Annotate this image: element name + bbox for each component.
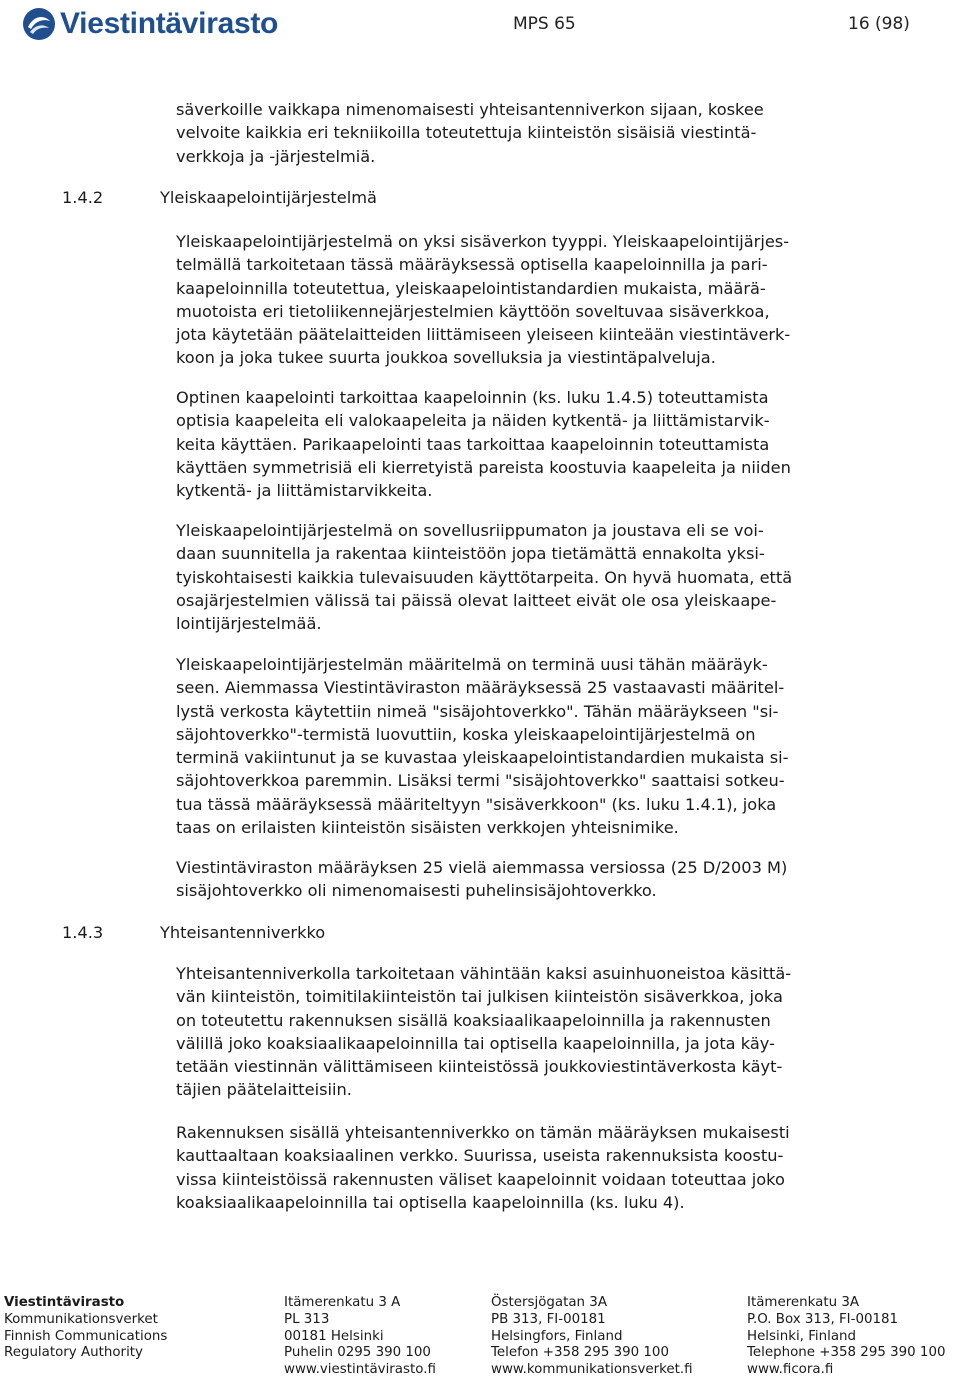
footer-link[interactable]: www.ficora.fi [747, 1362, 834, 1378]
paragraph [176, 98, 906, 168]
footer-line: Kommunikationsverket [4, 1311, 158, 1327]
text-line: Rakennuksen sisällä yhteisantenniverkko on tämän määräyksen mukaisesti [176, 1123, 790, 1142]
section-title: Yleiskaapelointijärjestelmä [160, 188, 377, 207]
paragraph [176, 230, 906, 370]
section-number: 1.4.3 [62, 923, 104, 942]
section-number: 1.4.2 [62, 188, 104, 207]
footer-line: Helsingfors, Finland [491, 1328, 623, 1344]
document-id: MPS 65 [513, 14, 576, 34]
section-body-1-4-2-p4 [176, 653, 906, 839]
section-body-1-4-3 [176, 962, 906, 1102]
page-number: 16 (98) [848, 14, 910, 34]
footer-line: PL 313 [284, 1311, 330, 1327]
paragraph [176, 653, 906, 839]
text-line: säjohtoverkko"-termistä luovuttiin, koska yleiskaapelointijärjestelmä on [176, 724, 756, 744]
paragraph [176, 1121, 906, 1214]
text-line: lystä verkosta käytettiin nimeä "sisäjohtoverkko". Tähän määräykseen "si- [176, 701, 779, 721]
text-line: jota käytetään päätelaitteiden liittämiseen yleiseen kiinteään viestintäverk- [176, 325, 791, 345]
footer-line: Puhelin 0295 390 100 [284, 1345, 431, 1361]
footer-line: Regulatory Authority [4, 1345, 143, 1361]
text-line: tyiskohtaisesti kaikkia tulevaisuuden käyttötarpeita. On hyvä huomata, että [176, 567, 793, 587]
text-line: vän kiinteistön, toimitilakiinteistön tai julkisen kiinteistön sisäverkkoa, joka [176, 987, 783, 1007]
section-body-1-4-2-p3 [176, 519, 906, 635]
text-line: Optinen kaapelointi tarkoittaa kaapeloinnin (ks. luku 1.4.5) toteuttamista [176, 388, 769, 407]
text-line: Yleiskaapelointijärjestelmän määritelmä on terminä uusi tähän määräyk- [176, 655, 768, 674]
text-line: säverkoille vaikkapa nimenomaisesti yhteisantenniverkon sijaan, koskee [176, 100, 764, 119]
logo-emblem-icon [22, 7, 56, 41]
footer-line: Itämerenkatu 3A [747, 1295, 860, 1310]
footer-link[interactable]: www.viestintävirasto.fi [284, 1362, 436, 1378]
footer-line: Telephone +358 295 390 100 [747, 1345, 946, 1361]
text-line: telmällä tarkoitetaan tässä määräyksessä optisella kaapeloinnilla ja pari- [176, 255, 768, 275]
section-body-1-4-2 [176, 230, 906, 370]
footer-line: Itämerenkatu 3 A [284, 1295, 401, 1310]
text-line: Yleiskaapelointijärjestelmä on sovellusriippumaton ja joustava eli se voi- [176, 521, 764, 540]
text-line: kaapeloinnilla toteutettua, yleiskaapelointistandardien mukaista, määrä- [176, 278, 766, 298]
paragraph [176, 386, 906, 502]
footer-line: PB 313, FI-00181 [491, 1311, 606, 1327]
text-line: tua tässä määräyksessä määriteltyyn "sisäverkkoon" (ks. luku 1.4.1), joka [176, 794, 777, 814]
text-line: kauttaaltaan koaksiaalinen verkko. Suurissa, useista rakennuksista koostu- [176, 1146, 784, 1166]
text-line: säjohtoverkkoa paremmin. Lisäksi termi "sisäjohtoverkko" saattaisi sotkeu- [176, 771, 785, 791]
text-line: lointijärjestelmää. [176, 614, 322, 634]
footer-line: Telefon +358 295 390 100 [491, 1345, 669, 1361]
text-line: välillä joko koaksiaalikaapeloinnilla tai optisella kaapeloinnilla, ja jota käy- [176, 1033, 775, 1053]
section-title: Yhteisantenniverkko [160, 923, 326, 942]
section-body-1-4-2-p5 [176, 856, 906, 903]
text-line: keita käyttäen. Parikaapelointi taas tarkoittaa kaapeloinnin toteuttamista [176, 434, 770, 454]
footer-agency-name: Viestintävirasto [4, 1295, 125, 1310]
paragraph [176, 856, 906, 903]
text-line: osajärjestelmien välissä tai päissä olevat laitteet eivät ole osa yleiskaape- [176, 590, 777, 610]
text-line: koon ja joka tukee suurta joukkoa sovelluksia ja viestintäpalveluja. [176, 348, 716, 368]
footer-column-swedish [491, 1295, 693, 1379]
section-body-1-4-3-p2 [176, 1121, 906, 1214]
text-line: tetään viestinnän välittämiseen kiinteistössä joukkoviestintäverkosta käyt- [176, 1057, 783, 1077]
text-line: velvoite kaikkia eri tekniikoilla toteutettuja kiinteistön sisäisiä viestintä- [176, 123, 757, 143]
text-line: käyttäen symmetrisiä eli kierretyistä pareista koostuvia kaapeleita ja niiden [176, 457, 791, 477]
paragraph [176, 962, 906, 1102]
text-line: daan suunnitella ja rakentaa kiinteistöön jopa tietämättä ennakolta yksi- [176, 544, 765, 564]
text-line: Yleiskaapelointijärjestelmä on yksi sisäverkon tyyppi. Yleiskaapelointijärjes- [176, 232, 790, 251]
text-line: terminä vakiintunut ja se kuvastaa yleiskaapelointistandardien mukaista si- [176, 748, 789, 768]
text-line: taas on erilaisten kiinteistön sisäisten verkkojen yhteisnimike. [176, 818, 679, 838]
footer-line: Östersjögatan 3A [491, 1295, 607, 1310]
agency-logo [22, 4, 278, 44]
footer-line: 00181 Helsinki [284, 1328, 384, 1344]
text-line: on toteutettu rakennuksen sisällä koaksiaalikaapeloinnilla ja rakennusten [176, 1010, 771, 1030]
paragraph [176, 519, 906, 635]
footer-link[interactable]: www.kommunikationsverket.fi [491, 1362, 693, 1378]
text-line: sisäjohtoverkko oli nimenomaisesti puhelinsisäjohtoverkko. [176, 881, 657, 901]
text-line: verkkoja ja -järjestelmiä. [176, 146, 376, 166]
text-line: koaksiaalikaapeloinnilla tai optisella kaapeloinnilla (ks. luku 4). [176, 1192, 685, 1212]
text-line: vissa kiinteistöissä rakennusten väliset kaapeloinnit voidaan toteuttaa joko [176, 1169, 785, 1189]
text-line: optisia kaapeleita eli valokaapeleita ja näiden kytkentä- ja liittämistarvik- [176, 411, 770, 431]
text-line: muotoista eri tietoliikennejärjestelmien käyttöön soveltuvaa sisäverkkoa, [176, 301, 770, 321]
section-body-1-4-2-p2 [176, 386, 906, 502]
footer-line: P.O. Box 313, FI-00181 [747, 1311, 899, 1327]
text-line: täjien päätelaitteisiin. [176, 1080, 352, 1100]
text-line: Yhteisantenniverkolla tarkoitetaan vähintään kaksi asuinhuoneistoa käsittä- [176, 964, 792, 983]
text-line: kytkentä- ja liittämistarvikkeita. [176, 481, 433, 501]
logo-text: Viestintävirasto [60, 7, 279, 40]
text-line: seen. Aiemmassa Viestintäviraston määräyksessä 25 vastaavasti määritel- [176, 678, 785, 698]
footer-column-agency [4, 1295, 167, 1362]
text-line: Viestintäviraston määräyksen 25 vielä aiemmassa versiossa (25 D/2003 M) [176, 858, 788, 877]
footer-line: Helsinki, Finland [747, 1328, 857, 1344]
footer-column-finnish [284, 1295, 436, 1379]
footer-line: Finnish Communications [4, 1328, 168, 1344]
intro-paragraph [176, 98, 906, 168]
footer-column-english [747, 1295, 946, 1379]
